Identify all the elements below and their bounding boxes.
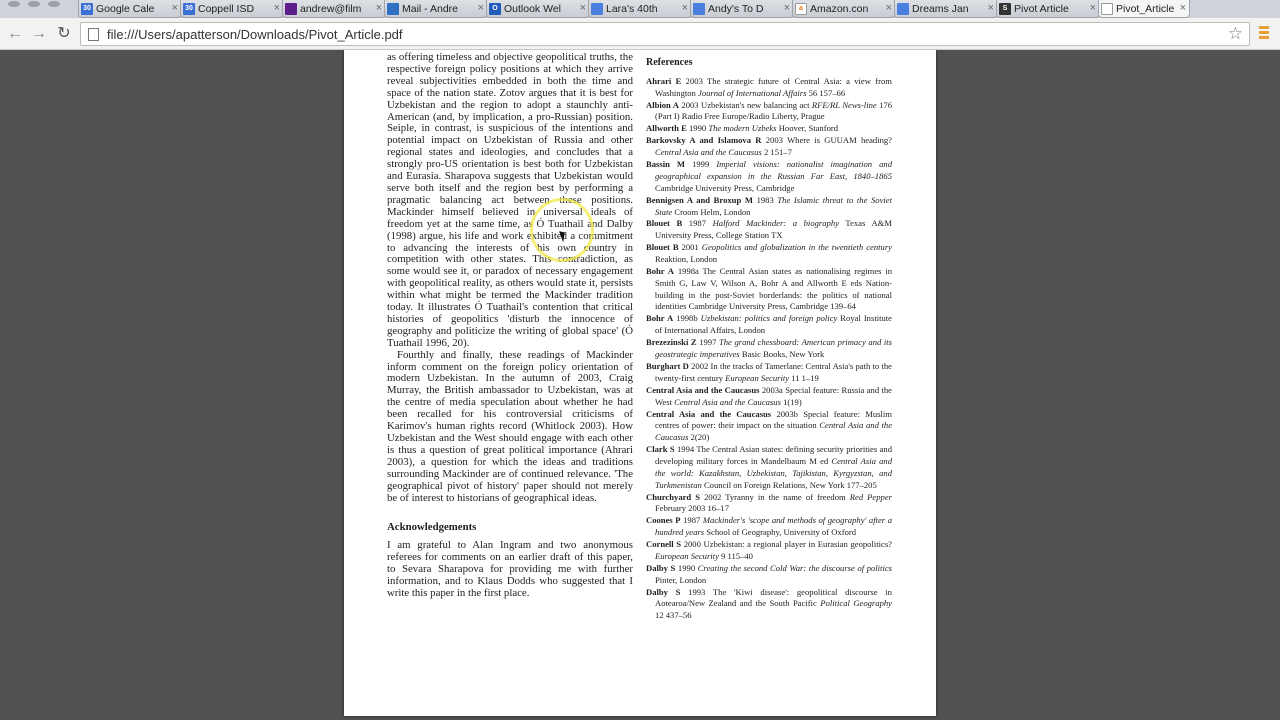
- ref-text: 2000 Uzbekistan: a regional player in Eurasian geopolitics?: [681, 539, 892, 550]
- ref-title: Central Asia and the Caucasus: [655, 420, 893, 443]
- reference-entry: [646, 563, 892, 587]
- tab-close-icon[interactable]: ×: [375, 2, 382, 14]
- ref-title: Political Geography: [820, 598, 892, 609]
- tab-close-icon[interactable]: ×: [681, 2, 688, 14]
- reference-entry: [646, 195, 892, 219]
- ref-text: 2003 The strategic future of Central Asia: a view from Washington: [655, 75, 892, 98]
- outlook-icon: O: [489, 3, 501, 15]
- tab-label: Dreams Jan: [912, 2, 969, 15]
- ref-details: Reaktion, London: [655, 254, 718, 265]
- calendar-icon: 30: [183, 3, 195, 15]
- window-zoom-button[interactable]: [48, 1, 60, 7]
- ref-text: 1990: [686, 123, 709, 134]
- reference-entry: [646, 159, 892, 194]
- browser-tab[interactable]: [180, 0, 284, 18]
- tab-close-icon[interactable]: ×: [1089, 2, 1096, 14]
- ref-title: European Security: [725, 372, 790, 383]
- body-column: [387, 52, 633, 600]
- ref-author: Albion A: [646, 99, 679, 110]
- reload-button[interactable]: ↻: [57, 25, 71, 42]
- tab-close-icon[interactable]: ×: [987, 2, 994, 14]
- ref-title: Central Asia and the Caucasus: [655, 147, 762, 158]
- ref-title: RFE/RL News-line: [811, 99, 877, 110]
- ref-author: Cornell S: [646, 539, 682, 550]
- pdf-viewer[interactable]: [0, 50, 1280, 720]
- ref-details: Pinter, London: [655, 574, 707, 585]
- reference-entry: [646, 444, 892, 491]
- ref-author: Bennigsen A and Broxup M: [646, 194, 753, 205]
- ref-title: The modern Uzbeks: [708, 123, 777, 134]
- ref-details: 11 1–19: [789, 372, 819, 383]
- reference-entry: [646, 409, 892, 444]
- docs-icon: [897, 3, 909, 15]
- tab-close-icon[interactable]: ×: [1179, 2, 1186, 14]
- ref-details: Cambridge University Press, Cambridge: [655, 182, 795, 193]
- ref-author: Ahrari E: [646, 75, 682, 86]
- tab-label: Andy's To D: [708, 2, 764, 15]
- ref-title: Creating the second Cold War: the discourse of politics: [697, 562, 892, 573]
- forward-button[interactable]: →: [31, 25, 47, 42]
- reference-entry: [646, 218, 892, 242]
- ref-text: 2002 In the tracks of Tamerlane: Central Asia's path to the twenty-first century: [655, 360, 892, 383]
- chrome-menu-button[interactable]: [1259, 24, 1271, 44]
- references-column: [646, 57, 892, 622]
- ref-text: 2003 Where is GUUAM heading?: [761, 135, 892, 146]
- browser-tab[interactable]: [384, 0, 488, 18]
- reference-entry: [646, 539, 892, 563]
- ref-details: 176 (Part I) Radio Free Europe/Radio Liberty, Prague: [655, 99, 893, 122]
- tab-close-icon[interactable]: ×: [171, 2, 178, 14]
- ref-details: 9 115–40: [718, 550, 753, 561]
- ref-title: Mackinder's 'scope and methods of geography' after a hundred years: [655, 515, 892, 538]
- ref-text: 2001: [678, 242, 702, 253]
- tab-close-icon[interactable]: ×: [783, 2, 790, 14]
- ref-text: 2003 Uzbekistan's new balancing act: [678, 99, 812, 110]
- reference-entry: [646, 337, 892, 361]
- ref-author: Blouet B: [646, 242, 679, 253]
- body-paragraph: Fourthly and finally, these readings of Mackinder inform comment on the foreign policy orientation of modern Uzbekistan. In the autumn of 2003, Craig Murray, the British ambassador to Uzbekistan, was at the centre of media speculation about whether he had been recalled for his controversial criticisms of Karimov's human rights record (Whitlock 2003). How Uzbekistan and the West should engage with each other is thus a question of great political importance (Ahrari 2003), a question for which the ideas and traditions surrounding Mackinder are of continued relevance. 'The geographical pivot of history' paper should not merely be of interest to historians of geographical ideas.: [387, 348, 633, 504]
- ref-text: 1999: [685, 159, 717, 170]
- ref-author: Central Asia and the Caucasus: [646, 384, 760, 395]
- ref-title: Imperial visions: nationalist imagination and geographical expansion in the Russian Far East, 1840–1865: [655, 159, 892, 181]
- address-bar[interactable]: [80, 22, 1250, 46]
- tab-label: Amazon.con: [810, 2, 869, 15]
- acknowledgements-text: I am grateful to Alan Ingram and two anonymous referees for comments on an earlier draft of this paper, to Sevara Sharapova for providing me with further information, and to Klaus Dodds who suggested that I write this paper in the first place.: [387, 539, 633, 599]
- browser-tab[interactable]: [1098, 0, 1190, 18]
- calendar-icon: 30: [81, 3, 93, 15]
- ref-details: Council on Foreign Relations, New York 177–205: [701, 479, 877, 490]
- tab-label: Outlook Wel: [504, 2, 561, 15]
- ref-text: 1987: [682, 218, 713, 229]
- ref-author: Bassin M: [646, 159, 686, 170]
- ref-title: Geopolitics and globalization in the twentieth century: [701, 242, 892, 253]
- ref-details: 56 157–66: [806, 87, 846, 98]
- bookmark-star-icon[interactable]: ☆: [1227, 24, 1243, 43]
- ref-details: February 2003 16–17: [655, 503, 729, 514]
- reference-entry: [646, 313, 892, 337]
- ref-author: Churchyard S: [646, 491, 701, 502]
- ref-title: Halford Mackinder: a biography: [712, 218, 839, 229]
- tab-strip: [0, 0, 1280, 18]
- docs-icon: [591, 3, 603, 15]
- ref-text: 2003b Special feature: Muslim centres of power: their impact on the situation: [655, 408, 892, 431]
- pdf-page-icon: [1101, 3, 1113, 15]
- ref-text: 1994 The Central Asian states: defining security priorities and developing military forces in Mandelbaum M ed: [655, 444, 892, 466]
- ref-text: 1993 The 'Kiwi disease': geopolitical discourse in Aotearoa/New Zealand and the South Pacific: [655, 586, 892, 609]
- ref-author: Barkovsky A and Islamova R: [646, 135, 762, 146]
- browser-toolbar: [0, 18, 1280, 50]
- ref-text: 1987: [680, 515, 703, 526]
- ref-author: Allworth E: [646, 123, 687, 134]
- ref-details: School of Geography, University of Oxford: [704, 527, 857, 538]
- ref-title: The Islamic threat to the Soviet State: [655, 194, 893, 217]
- reference-entry: [646, 492, 892, 516]
- yahoo-mail-icon: [285, 3, 297, 15]
- ref-author: Central Asia and the Caucasus: [646, 408, 772, 419]
- tab-close-icon[interactable]: ×: [885, 2, 892, 14]
- gdrive-icon: S: [999, 3, 1011, 15]
- docs-icon: [693, 3, 705, 15]
- browser-tab[interactable]: [690, 0, 794, 18]
- browser-tab[interactable]: [588, 0, 692, 18]
- ref-author: Dalby S: [646, 586, 681, 597]
- ref-details: 2 151–7: [761, 147, 792, 158]
- reference-entry: [646, 361, 892, 385]
- reference-entry: [646, 515, 892, 539]
- references-heading: References: [646, 57, 693, 68]
- ref-author: Bohr A: [646, 313, 674, 324]
- tab-label: Google Cale: [96, 2, 155, 15]
- amazon-icon: a: [795, 3, 807, 15]
- ref-title: Central Asia and the Caucasus: [674, 396, 781, 407]
- ref-details: Croom Helm, London: [672, 206, 751, 217]
- ref-details: 12 437–56: [655, 610, 692, 621]
- reference-entry: [646, 266, 892, 313]
- ref-text: 2002 Tyranny in the name of freedom: [700, 491, 850, 502]
- ref-title: Journal of International Affairs: [698, 87, 807, 98]
- ref-author: Blouet B: [646, 218, 683, 229]
- ref-details: Hoover, Stanford: [776, 123, 839, 134]
- ref-text: 1998b: [673, 313, 701, 324]
- window-close-button[interactable]: [8, 1, 20, 7]
- ref-text: 1998a The Central Asian states as nationalising regimes in: [674, 266, 892, 277]
- ref-author: Bohr A: [646, 266, 675, 277]
- mail-icon: [387, 3, 399, 15]
- tab-label: Pivot_Article: [1116, 2, 1175, 15]
- browser-tab[interactable]: [78, 0, 182, 18]
- reference-entry: [646, 76, 892, 100]
- reference-entry: [646, 100, 892, 124]
- ref-author: Coones P: [646, 515, 681, 526]
- tab-close-icon[interactable]: ×: [477, 2, 484, 14]
- reference-entry: [646, 135, 892, 159]
- ref-title: Uzbekistan: politics and foreign policy: [700, 313, 838, 324]
- ref-author: Clark S: [646, 444, 675, 455]
- tab-close-icon[interactable]: ×: [273, 2, 280, 14]
- tab-label: Lara's 40th: [606, 2, 658, 15]
- tab-label: Pivot Article: [1014, 2, 1069, 15]
- ref-text: 1990: [675, 562, 698, 573]
- ref-text: 1983: [752, 194, 778, 205]
- ref-title: Red Pepper: [849, 491, 892, 502]
- ref-author: Brezezinski Z: [646, 337, 697, 348]
- ref-author: Burghart D: [646, 360, 689, 371]
- file-page-icon: [88, 28, 99, 41]
- ref-title: Central Asia and the world: Kazakhstan, Uzbekistan, Tajikistan, Kyrgyzstan, and Turkmenistan: [655, 455, 892, 490]
- acknowledgements-heading: Acknowledgements: [387, 521, 477, 534]
- browser-tab[interactable]: [282, 0, 386, 18]
- tab-label: andrew@film: [300, 2, 362, 15]
- ref-details: 1(19): [780, 396, 802, 407]
- ref-author: Dalby S: [646, 562, 676, 573]
- ref-details: Texas A&M University Press, College Station TX: [655, 218, 892, 241]
- reference-entry: [646, 587, 892, 622]
- ref-details: Smith G, Law V, Wilson A, Bohr A and Allworth E eds Nation-building in the post-Soviet borderlands: the politics of national identities Cambridge University Press, Cambridge 139–64: [655, 277, 892, 312]
- body-paragraph: as offering timeless and objective geopolitical truths, the respective foreign policy positions at which they arrive reveal subjectivities embedded in both the time and space of the nation state. Zotov argues that it is best for Uzbekistan and the region to adopt a staunchly anti-American (and, by implication, a pro-Russian) position. Seiple, in contrast, is suspicious of the intentions and potential impact on Uzbekistan of Russia and other regional states and ideologies, and concludes that a strongly pro-US orientation is best both for Uzbekistan and Eurasia. Sharapova suggests that Uzbekistan would serve both itself and the region best by performing a pragmatic balancing act between these positions. Mackinder himself believed in universal ideals of freedom yet at the same time, as Ó Tuathail and Dalby (1998) argue, his life and work exhibited a commitment to advancing the interests of his own country in competition with other states. This contradiction, as some would see it, or paradox of necessary engagement with geopolitical reality, as others would state it, persists within what might be termed the Mackinder tradition today. It illustrates Ó Tuathail's contention that critical histories of geopolitics 'disturb the innocence of geography and politicize the writing of global space' (Ó Tuathail 1996, 20).: [387, 51, 633, 349]
- tab-label: Mail - Andre: [402, 2, 459, 15]
- window-minimize-button[interactable]: [28, 1, 40, 7]
- url-text[interactable]: file:///Users/apatterson/Downloads/Pivot_Article.pdf: [107, 27, 403, 42]
- ref-title: European Security: [655, 550, 719, 561]
- ref-text: 1997: [696, 337, 719, 348]
- browser-tab[interactable]: [894, 0, 998, 18]
- back-button[interactable]: ←: [7, 25, 23, 42]
- reference-entry: [646, 123, 892, 135]
- reference-entry: [646, 242, 892, 266]
- ref-details: Royal Institute of International Affairs, London: [655, 313, 892, 336]
- tab-list: [78, 0, 1188, 18]
- ref-details: 2(20): [688, 432, 710, 443]
- browser-tab[interactable]: [792, 0, 896, 18]
- pdf-page: [344, 50, 936, 716]
- reference-list: [646, 76, 892, 622]
- ref-details: Basic Books, New York: [739, 349, 825, 359]
- tab-close-icon[interactable]: ×: [579, 2, 586, 14]
- browser-tab[interactable]: [996, 0, 1100, 18]
- browser-tab[interactable]: [486, 0, 590, 18]
- reference-entry: [646, 385, 892, 409]
- ref-text: 2003a Special feature: Russia and the West: [655, 384, 892, 407]
- ref-title: The grand chessboard: American primacy and its geostrategic imperatives: [655, 337, 892, 359]
- tab-label: Coppell ISD: [198, 2, 255, 15]
